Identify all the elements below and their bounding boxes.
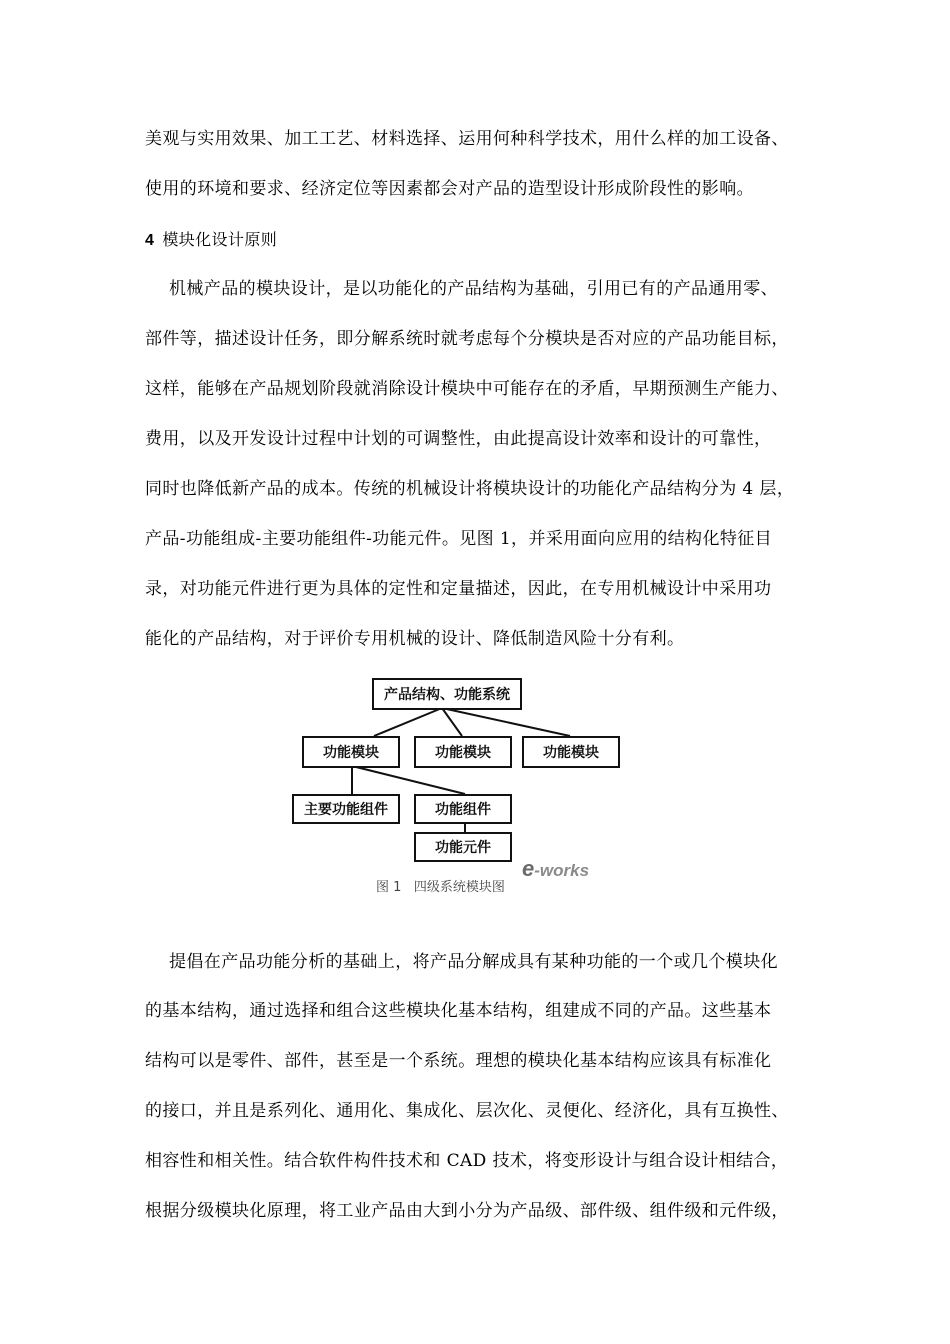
module-hierarchy-figure bbox=[290, 672, 630, 902]
node-module-2: 功能模块 bbox=[414, 736, 512, 768]
text-line: 录，对功能元件进行更为具体的定性和定量描述，因此，在专用机械设计中采用功 bbox=[145, 579, 772, 599]
figure-caption-text: 四级系统模块图 bbox=[413, 880, 505, 895]
text-line: 根据分级模块化原理，将工业产品由大到小分为产品级、部件级、组件级和元件级， bbox=[145, 1201, 789, 1221]
node-module-3: 功能模块 bbox=[522, 736, 620, 768]
section-number: 4 bbox=[145, 232, 155, 249]
text-line: 提倡在产品功能分析的基础上，将产品分解成具有某种功能的一个或几个模块化 bbox=[169, 952, 778, 972]
text-line: 部件等，描述设计任务，即分解系统时就考虑每个分模块是否对应的产品功能目标， bbox=[145, 329, 789, 349]
text-line: 使用的环境和要求、经济定位等因素都会对产品的造型设计形成阶段性的影响。 bbox=[145, 179, 754, 199]
node-element: 功能元件 bbox=[414, 832, 512, 862]
node-module-1: 功能模块 bbox=[302, 736, 400, 768]
connector-module-component bbox=[352, 766, 465, 794]
eworks-watermark: e-works bbox=[522, 856, 590, 881]
node-root: 产品结构、功能系统 bbox=[372, 678, 522, 710]
text-line: 结构可以是零件、部件，甚至是一个系统。理想的模块化基本结构应该具有标准化 bbox=[145, 1051, 772, 1071]
text-line: 能化的产品结构，对于评价专用机械的设计、降低制造风险十分有利。 bbox=[145, 629, 685, 649]
section-heading bbox=[145, 228, 277, 253]
figure-caption-number: 图 1 bbox=[376, 880, 402, 895]
text-line: 相容性和相关性。结合软件构件技术和 CAD 技术，将变形设计与组合设计相结合， bbox=[145, 1151, 789, 1171]
connector-root-module-1 bbox=[374, 708, 442, 736]
text-line: 的基本结构，通过选择和组合这些模块化基本结构，组建成不同的产品。这些基本 bbox=[145, 1001, 772, 1021]
text-line: 费用，以及开发设计过程中计划的可调整性，由此提高设计效率和设计的可靠性， bbox=[145, 429, 772, 449]
text-line: 机械产品的模块设计，是以功能化的产品结构为基础，引用已有的产品通用零、 bbox=[169, 279, 778, 299]
figure-caption bbox=[376, 876, 505, 895]
node-component: 功能组件 bbox=[414, 794, 512, 824]
text-line: 的接口，并且是系列化、通用化、集成化、层次化、灵便化、经济化，具有互换性、 bbox=[145, 1101, 789, 1121]
text-line: 美观与实用效果、加工工艺、材料选择、运用何种科学技术，用什么样的加工设备、 bbox=[145, 129, 789, 149]
text-line: 产品-功能组成-主要功能组件-功能元件。见图 1，并采用面向应用的结构化特征目 bbox=[145, 529, 773, 549]
node-main-component: 主要功能组件 bbox=[292, 794, 400, 824]
connector-root-module-3 bbox=[442, 708, 570, 736]
section-title: 模块化设计原则 bbox=[162, 230, 278, 249]
text-line: 这样，能够在产品规划阶段就消除设计模块中可能存在的矛盾，早期预测生产能力、 bbox=[145, 379, 789, 399]
text-line: 同时也降低新产品的成本。传统的机械设计将模块设计的功能化产品结构分为 4 层， bbox=[145, 479, 795, 499]
